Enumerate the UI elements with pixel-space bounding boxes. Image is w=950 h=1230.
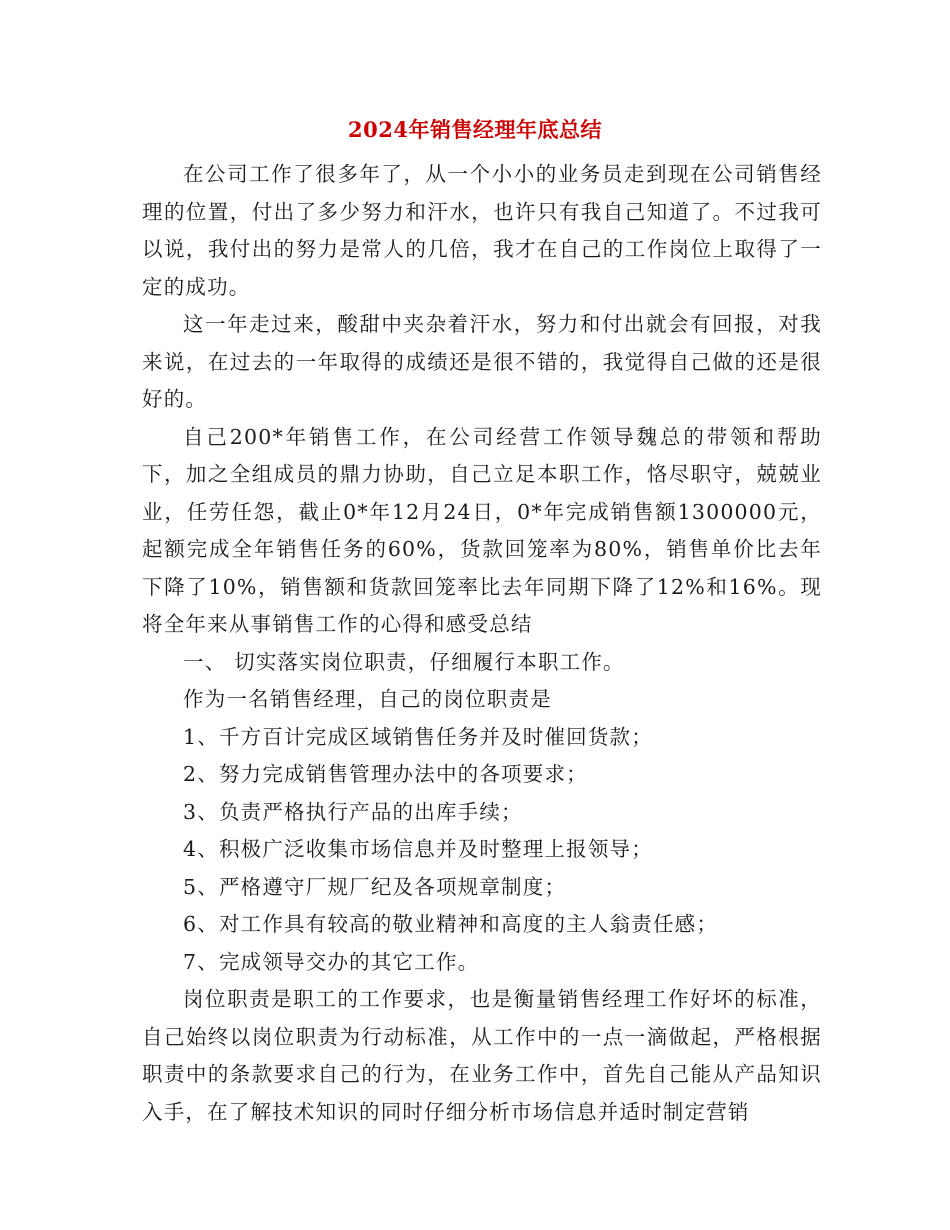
duty-item: 1、千方百计完成区域销售任务并及时催回货款； [183,724,653,749]
paragraph-year-review: 这一年走过来，酸甜中夹杂着汗水，努力和付出就会有回报，对我来说，在过去的一年取得的成绩还是很不错的，我觉得自己做的还是很好的。 [142,312,822,411]
section-heading: 一、 切实落实岗位职责，仔细履行本职工作。 [183,649,625,674]
duty-item: 3、负责严格执行产品的出库手续； [183,799,523,824]
paragraph-intro: 在公司工作了很多年了，从一个小小的业务员走到现在公司销售经理的位置，付出了多少努力和汗水，也许只有我自己知道了。不过我可以说，我付出的努力是常人的几倍，我才在自己的工作岗位上取得了一定的成功。 [142,162,822,299]
duty-item: 2、努力完成销售管理办法中的各项要求； [183,762,588,786]
duty-item: 4、积极广泛收集市场信息并及时整理上报领导； [183,837,653,861]
duties-intro: 作为一名销售经理，自己的岗位职责是 [183,687,552,711]
duty-item: 7、完成领导交办的其它工作。 [183,949,480,974]
document-body [142,156,822,1131]
document-title: 2024年销售经理年底总结 [348,117,602,142]
duty-item: 5、严格遵守厂规厂纪及各项规章制度； [183,874,567,899]
paragraph-sales-results: 自己200*年销售工作，在公司经营工作领导魏总的带领和帮助下，加之全组成员的鼎力协助，自己立足本职工作，恪尽职守，兢兢业业，任劳任怨，截止0*年12月24日，0*年完成销售额1300000元，起额完成全年销售任务的60%，货款回笼率为80%，销售单价比去年下降了10%，销售额和货款回笼率比去年同期下降了12%和16%。现将全年来从事销售工作的心得和感受总结 [142,424,822,636]
duty-item: 6、对工作具有较高的敬业精神和高度的主人翁责任感； [183,912,719,936]
paragraph-closing: 岗位职责是职工的工作要求，也是衡量销售经理工作好坏的标准，自己始终以岗位职责为行动标准，从工作中的一点一滴做起，严格根据职责中的条款要求自己的行为，在业务工作中，首先自己能从产品知识入手，在了解技术知识的同时仔细分析市场信息并适时制定营销 [142,987,822,1124]
